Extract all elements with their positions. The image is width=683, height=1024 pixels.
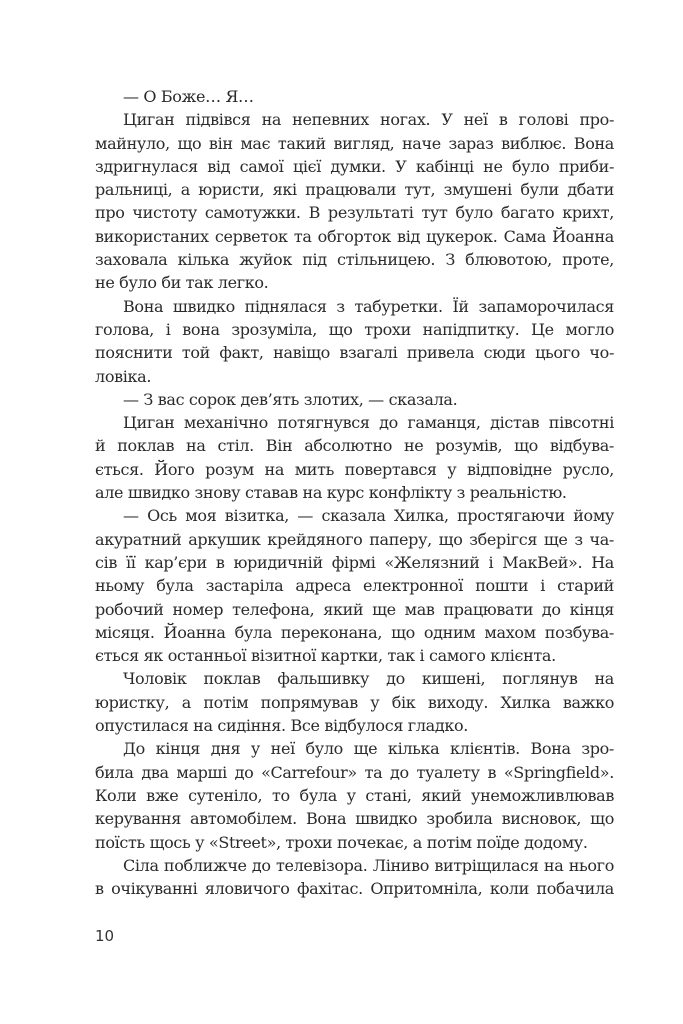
text-line: Циган механічно потягнувся до гаманця, дістав півсотні (123, 413, 614, 433)
text-line: ральниці, а юристи, які працювали тут, змушені були дбати (95, 180, 614, 200)
text-line: не було би так легко. (95, 273, 269, 293)
page-text (95, 85, 614, 900)
paragraph (95, 504, 614, 667)
text-line: керування автомобілем. Вона швидко зробила висновок, що (95, 809, 614, 829)
paragraph (95, 388, 614, 411)
text-line: — Ось моя візитка, — сказала Хилка, простягаючи йому (123, 506, 614, 526)
text-line: в очікуванні яловичого фахітас. Опритомніла, коли побачила (95, 879, 614, 899)
paragraph (95, 85, 614, 108)
text-line: використаних серветок та обгорток від цукерок. Сама Йоанна (95, 226, 614, 246)
text-line: ється як останньої візитної картки, так і самого клієнта. (95, 646, 556, 666)
paragraph (95, 854, 614, 901)
text-line: ється. Його розум на мить повертався у відповідне русло, (95, 459, 614, 479)
text-line: заховала кілька жуйок під стільницею. З блювотою, проте, (95, 250, 614, 270)
text-line: робочий номер телефона, який ще мав працювати до кінця (95, 599, 614, 619)
text-line: Сіла поближче до телевізора. Ліниво витріщилася на нього (123, 855, 614, 875)
text-line: опустилася на сидіння. Все відбулося гладко. (95, 716, 468, 736)
paragraph (95, 667, 614, 737)
text-line: акуратний аркушик крейдяного паперу, що зберігся ще з ча- (95, 529, 614, 549)
paragraph (95, 108, 614, 294)
text-line: майнуло, що він має такий вигляд, наче зараз виблює. Вона (95, 133, 614, 153)
text-line: місяця. Йоанна була переконана, що одним махом позбува- (95, 622, 614, 642)
text-line: била два марші до «Carrefour» та до туалету в «Springfield». (95, 762, 614, 782)
text-line: здригнулася від самої цієї думки. У кабінці не було приби- (95, 156, 614, 176)
text-line: й поклав на стіл. Він абсолютно не розумів, що відбува- (95, 436, 614, 456)
text-line: Вона швидко піднялася з табуретки. Їй запаморочилася (123, 296, 614, 316)
text-line: ньому була застаріла адреса електронної пошти і старий (95, 576, 614, 596)
paragraph (95, 295, 614, 388)
text-line: — О Боже… Я… (123, 87, 254, 106)
page-number: 10 (95, 927, 115, 945)
text-line: Коли вже сутеніло, то була у стані, який унеможливлював (95, 785, 614, 805)
text-line: Чоловік поклав фальшивку до кишені, поглянув на (123, 669, 614, 689)
text-line: пояснити той факт, навіщо взагалі привела сюди цього чо- (95, 343, 614, 363)
text-line: але швидко знову ставав на курс конфлікту з реальністю. (95, 483, 567, 503)
text-line: про чистоту самотужки. В результаті тут було багато крихт, (95, 203, 614, 223)
text-line: сів її кар’єри в юридичній фірмі «Желязний і МакВей». На (95, 552, 614, 572)
text-line: Циган підвівся на непевних ногах. У неї в голові про- (123, 110, 614, 130)
paragraph (95, 411, 614, 504)
text-line: юристку, а потім попрямував у бік виходу. Хилка важко (95, 692, 614, 712)
text-line: поїсть щось у «Street», трохи почекає, а потім поїде додому. (95, 832, 588, 852)
text-line: ловіка. (95, 366, 152, 386)
text-line: голова, і вона зрозуміла, що трохи напідпитку. Це могло (95, 319, 614, 339)
text-line: — З вас сорок дев’ять злотих, — сказала. (123, 389, 458, 409)
paragraph (95, 737, 614, 853)
text-line: До кінця дня у неї було ще кілька клієнтів. Вона зро- (123, 739, 614, 759)
